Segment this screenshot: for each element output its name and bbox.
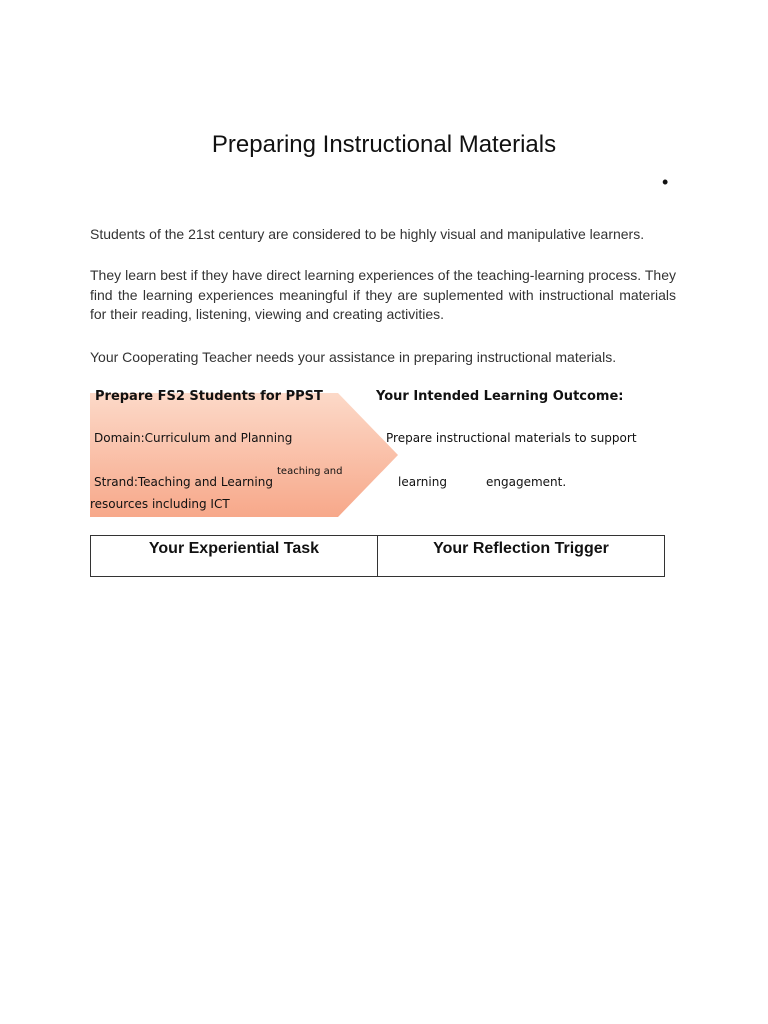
task-table bbox=[90, 535, 665, 577]
table-header-row bbox=[91, 536, 665, 577]
assistance-paragraph: Your Cooperating Teacher needs your assistance in preparing instructional materials. bbox=[90, 349, 617, 365]
domain-label: Domain:Curriculum and Planning bbox=[94, 431, 293, 445]
header-experiential-task: Your Experiential Task bbox=[91, 536, 378, 577]
intro-paragraph: Students of the 21st century are considered to be highly visual and manipulative learners. bbox=[90, 226, 645, 242]
outcome-word-learning: learning bbox=[398, 475, 447, 489]
strand-continuation: resources including ICT bbox=[90, 497, 230, 511]
outcome-line: Prepare instructional materials to support bbox=[386, 431, 637, 445]
bullet-mark: • bbox=[662, 172, 669, 192]
learning-paragraph: They learn best if they have direct learning experiences of the teaching-learning process. They find the learning experiences meaningful if they are suplemented with instructional materials for their reading, listening, viewing and creating activities. bbox=[90, 267, 676, 322]
ppst-heading: Prepare FS2 Students for PPST bbox=[95, 389, 323, 404]
strand-label: Strand:Teaching and Learning bbox=[94, 475, 273, 489]
header-reflection-trigger: Your Reflection Trigger bbox=[378, 536, 665, 577]
outcome-heading: Your Intended Learning Outcome: bbox=[376, 389, 624, 404]
strand-superscript: teaching and bbox=[277, 466, 343, 477]
page-title: Preparing Instructional Materials bbox=[211, 131, 557, 158]
outcome-word-engagement: engagement. bbox=[486, 475, 567, 489]
